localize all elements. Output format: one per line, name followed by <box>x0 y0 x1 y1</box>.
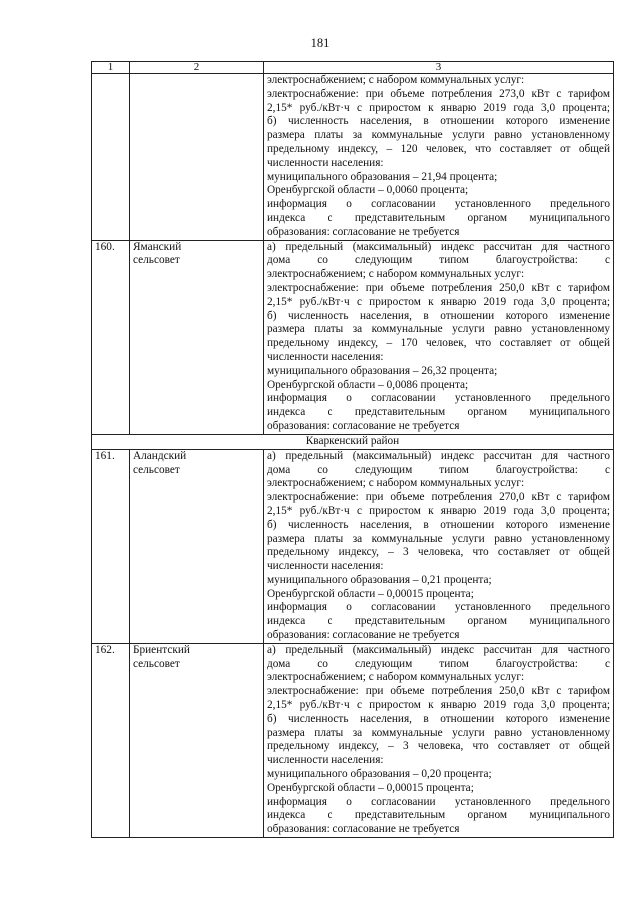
settlement-name-line: Яманский <box>133 240 182 253</box>
text-line: дома со следующим типом благоустройства: с <box>267 254 610 267</box>
text-line: электроснабжение: при объеме потребления 273,0 кВт с тарифом <box>267 87 610 100</box>
settlement-name-line: Аландский <box>133 449 187 462</box>
index-description-cell <box>264 74 614 241</box>
header-col-2: 2 <box>130 62 264 74</box>
text-line: информация о согласовании установленного предельного <box>267 795 610 808</box>
text-line: электроснабжение: при объеме потребления 270,0 кВт с тарифом <box>267 491 610 504</box>
header-col-1: 1 <box>92 62 130 74</box>
continuation-row <box>92 74 614 241</box>
text-line: индекса с представительным органом муниципального <box>267 809 610 822</box>
row-number-cell: 160. <box>92 240 130 434</box>
table-header-row <box>92 62 614 74</box>
row-number-cell <box>92 74 130 241</box>
table-row <box>92 449 614 643</box>
settlement-name-cell <box>130 643 264 837</box>
text-line: электроснабжением; с набором коммунальных услуг: <box>267 74 525 86</box>
text-line: б) численность населения, в отношении которого изменение <box>267 712 610 725</box>
index-description-cell <box>264 643 614 837</box>
text-line: образования: согласование не требуется <box>267 419 460 432</box>
text-line: предельному индексу, – 170 человек, что составляет от общей <box>267 337 610 350</box>
text-line: электроснабжением; с набором коммунальных услуг: <box>267 671 525 684</box>
text-line: б) численность населения, в отношении которого изменение <box>267 518 610 531</box>
text-line: Оренбургской области – 0,00015 процента; <box>267 587 474 600</box>
text-line: индекса с представительным органом муниципального <box>267 615 610 628</box>
text-line: муниципального образования – 21,94 процента; <box>267 170 498 183</box>
text-line: Оренбургской области – 0,0086 процента; <box>267 378 469 391</box>
text-line: 2,15* руб./кВт·ч с приростом к январю 2019 года 3,0 процента; <box>267 504 610 517</box>
text-line: дома со следующим типом благоустройства: с <box>267 463 610 476</box>
settlement-name-cell <box>130 449 264 643</box>
text-line: а) предельный (максимальный) индекс рассчитан для частного <box>267 643 610 656</box>
district-row <box>92 434 614 449</box>
text-line: электроснабжением; с набором коммунальных услуг: <box>267 268 525 281</box>
text-line: индекса с представительным органом муниципального <box>267 406 610 419</box>
text-line: информация о согласовании установленного предельного <box>267 198 610 211</box>
text-line: информация о согласовании установленного предельного <box>267 601 610 614</box>
settlement-name-cell <box>130 240 264 434</box>
text-line: муниципального образования – 0,20 процента; <box>267 768 492 781</box>
text-line: предельному индексу, – 3 человека, что составляет от общей <box>267 546 610 559</box>
text-line: численности населения: <box>267 560 384 573</box>
text-line: размера платы за коммунальные услуги равно установленному <box>267 726 610 739</box>
text-line: образования: согласование не требуется <box>267 225 460 238</box>
header-col-3: 3 <box>264 62 614 74</box>
text-line: муниципального образования – 0,21 процента; <box>267 573 492 586</box>
text-line: электроснабжение: при объеме потребления 250,0 кВт с тарифом <box>267 685 610 698</box>
text-line: б) численность населения, в отношении которого изменение <box>267 309 610 322</box>
tariff-index-table <box>91 61 614 838</box>
text-line: образования: согласование не требуется <box>267 629 460 642</box>
text-line: дома со следующим типом благоустройства: с <box>267 657 610 670</box>
text-line: размера платы за коммунальные услуги равно установленному <box>267 323 610 336</box>
text-line: информация о согласовании установленного предельного <box>267 392 610 405</box>
table-row <box>92 643 614 837</box>
text-line: предельному индексу, – 3 человека, что составляет от общей <box>267 740 610 753</box>
text-line: численности населения: <box>267 350 384 363</box>
text-line: индекса с представительным органом муниципального <box>267 211 610 224</box>
settlement-name-line: сельсовет <box>133 657 180 670</box>
text-line: б) численность населения, в отношении которого изменение <box>267 115 610 128</box>
district-name: Кваркенский район <box>92 434 614 449</box>
text-line: образования: согласование не требуется <box>267 823 460 836</box>
text-line: а) предельный (максимальный) индекс рассчитан для частного <box>267 240 610 253</box>
text-line: 2,15* руб./кВт·ч с приростом к январю 2019 года 3,0 процента; <box>267 699 610 712</box>
settlement-name-line: сельсовет <box>133 463 180 476</box>
text-line: муниципального образования – 26,32 процента; <box>267 364 498 377</box>
row-number-cell: 161. <box>92 449 130 643</box>
table-row <box>92 240 614 434</box>
settlement-name-line: Бриентский <box>133 643 190 656</box>
text-line: численности населения: <box>267 754 384 767</box>
text-line: 2,15* руб./кВт·ч с приростом к январю 2019 года 3,0 процента; <box>267 101 610 114</box>
page-number: 181 <box>310 36 330 50</box>
text-line: Оренбургской области – 0,0060 процента; <box>267 184 469 197</box>
settlement-name-line: сельсовет <box>133 254 180 267</box>
text-line: а) предельный (максимальный) индекс рассчитан для частного <box>267 449 610 462</box>
text-line: размера платы за коммунальные услуги равно установленному <box>267 129 610 142</box>
text-line: электроснабжение: при объеме потребления 250,0 кВт с тарифом <box>267 281 610 294</box>
text-line: предельному индексу, – 120 человек, что составляет от общей <box>267 142 610 155</box>
text-line: 2,15* руб./кВт·ч с приростом к январю 2019 года 3,0 процента; <box>267 295 610 308</box>
text-line: численности населения: <box>267 156 384 169</box>
index-description-cell <box>264 449 614 643</box>
text-line: электроснабжением; с набором коммунальных услуг: <box>267 477 525 490</box>
row-number-cell: 162. <box>92 643 130 837</box>
text-line: Оренбургской области – 0,00015 процента; <box>267 781 474 794</box>
settlement-name-cell <box>130 74 264 241</box>
index-description-cell <box>264 240 614 434</box>
text-line: размера платы за коммунальные услуги равно установленному <box>267 532 610 545</box>
